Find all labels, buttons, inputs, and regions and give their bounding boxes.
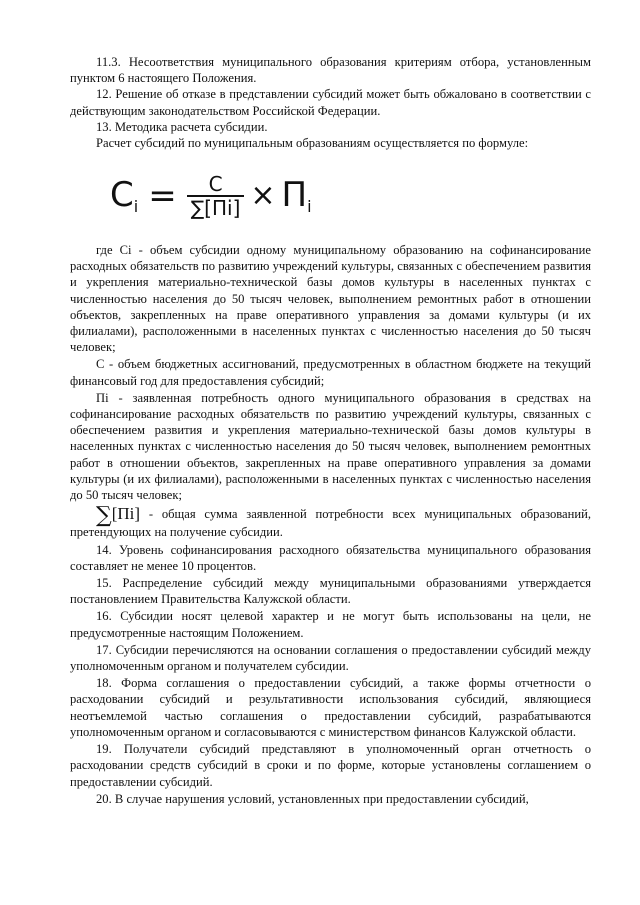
sum-symbol: ∑ <box>96 503 112 529</box>
definition-ci: где Ci - объем субсидии одному муниципальному образованию на софинансирование расходных обязательств по развитию учреждений культуры, связанных с обеспечением развития и укрепления материально-технической базы домов культуры в населенных пунктах с численностью населения до 50 тысяч человек, выполнением ремонтных работ в отношении объектов, закрепленных на праве оперативного управления за домами культуры (и их филиалами), расположенными в населенных пунктах с численностью населения до 50 тысяч человек; <box>70 243 591 355</box>
subsidy-formula <box>110 173 312 219</box>
paragraph-16: 16. Субсидии носят целевой характер и не могут быть использованы на цели, не предусмотренные настоящим Положением. <box>70 609 591 640</box>
formula-denominator: ∑[Пi] <box>187 195 245 219</box>
definition-c: С - объем бюджетных ассигнований, предусмотренных в областном бюджете на текущий финансовый год для предоставления субсидий; <box>70 357 591 388</box>
formula-equals: = <box>148 176 177 216</box>
sum-bracket: [Пi] <box>111 504 141 524</box>
formula-fraction <box>187 173 245 219</box>
sum-text: - общая сумма заявленной потребности всех муниципальных образований, претендующих на получение субсидии. <box>70 507 591 540</box>
paragraph-19: 19. Получатели субсидий представляют в уполномоченный орган отчетность о расходовании средств субсидий в сроки и по форме, которые установлены соглашением о предоставлении субсидий. <box>70 742 591 789</box>
formula-pi: $П_i$ <box>281 174 312 216</box>
definition-pi: Пi - заявленная потребность одного муниципального образования в средствах на софинансирование расходных обязательств по развитию учреждений культуры, связанных с обеспечением развития и укрепления материально-технической базы домов культуры в населенных пунктах с численностью населения до 50 тысяч человек, выполнением ремонтных работ в отношении объектов, закрепленных на праве оперативного управления за домами культуры (и их филиалами), расположенными в населенных пунктах с численностью населения до 50 тысяч человек; <box>70 390 591 503</box>
paragraph-17: 17. Субсидии перечисляются на основании соглашения о предоставлении субсидий между уполномоченным органом и получателем субсидии. <box>70 642 591 674</box>
formula-numerator: C <box>208 172 223 196</box>
paragraph-15: 15. Распределение субсидий между муниципальными образованиями утверждается постановлением Правительства Калужской области. <box>70 576 591 607</box>
paragraph-14: 14. Уровень софинансирования расходного обязательства муниципального образования составляет не менее 10 процентов. <box>70 542 591 573</box>
definition-sum <box>70 503 591 540</box>
paragraph-formula-intro: Расчет субсидий по муниципальным образованиям осуществляется по формуле: <box>96 136 529 151</box>
formula-times: × <box>250 178 276 213</box>
paragraph-12: 12. Решение об отказе в представлении субсидий может быть обжаловано в соответствии с действующим законодательством Российской Федерации. <box>70 87 591 118</box>
paragraph-11-3: 11.3. Несоответствия муниципального образования критериям отбора, установленным пунктом 6 настоящего Положения. <box>70 55 591 86</box>
formula-lhs: $C_i$ <box>110 174 139 216</box>
text-block-top <box>70 54 591 151</box>
paragraph-13: 13. Методика расчета субсидии. <box>96 119 268 134</box>
paragraph-20: 20. В случае нарушения условий, установленных при предоставлении субсидий, <box>96 791 529 806</box>
text-block-definitions <box>70 242 591 807</box>
paragraph-18: 18. Форма соглашения о предоставлении субсидий, а также формы отчетности о расходовании субсидий и результативности использования субсидий, являющиеся неотъемлемой частью соглашения о предоставлении субсидий, разрабатываются уполномоченным органом и согласовываются с министерством финансов Калужской области. <box>70 676 591 739</box>
